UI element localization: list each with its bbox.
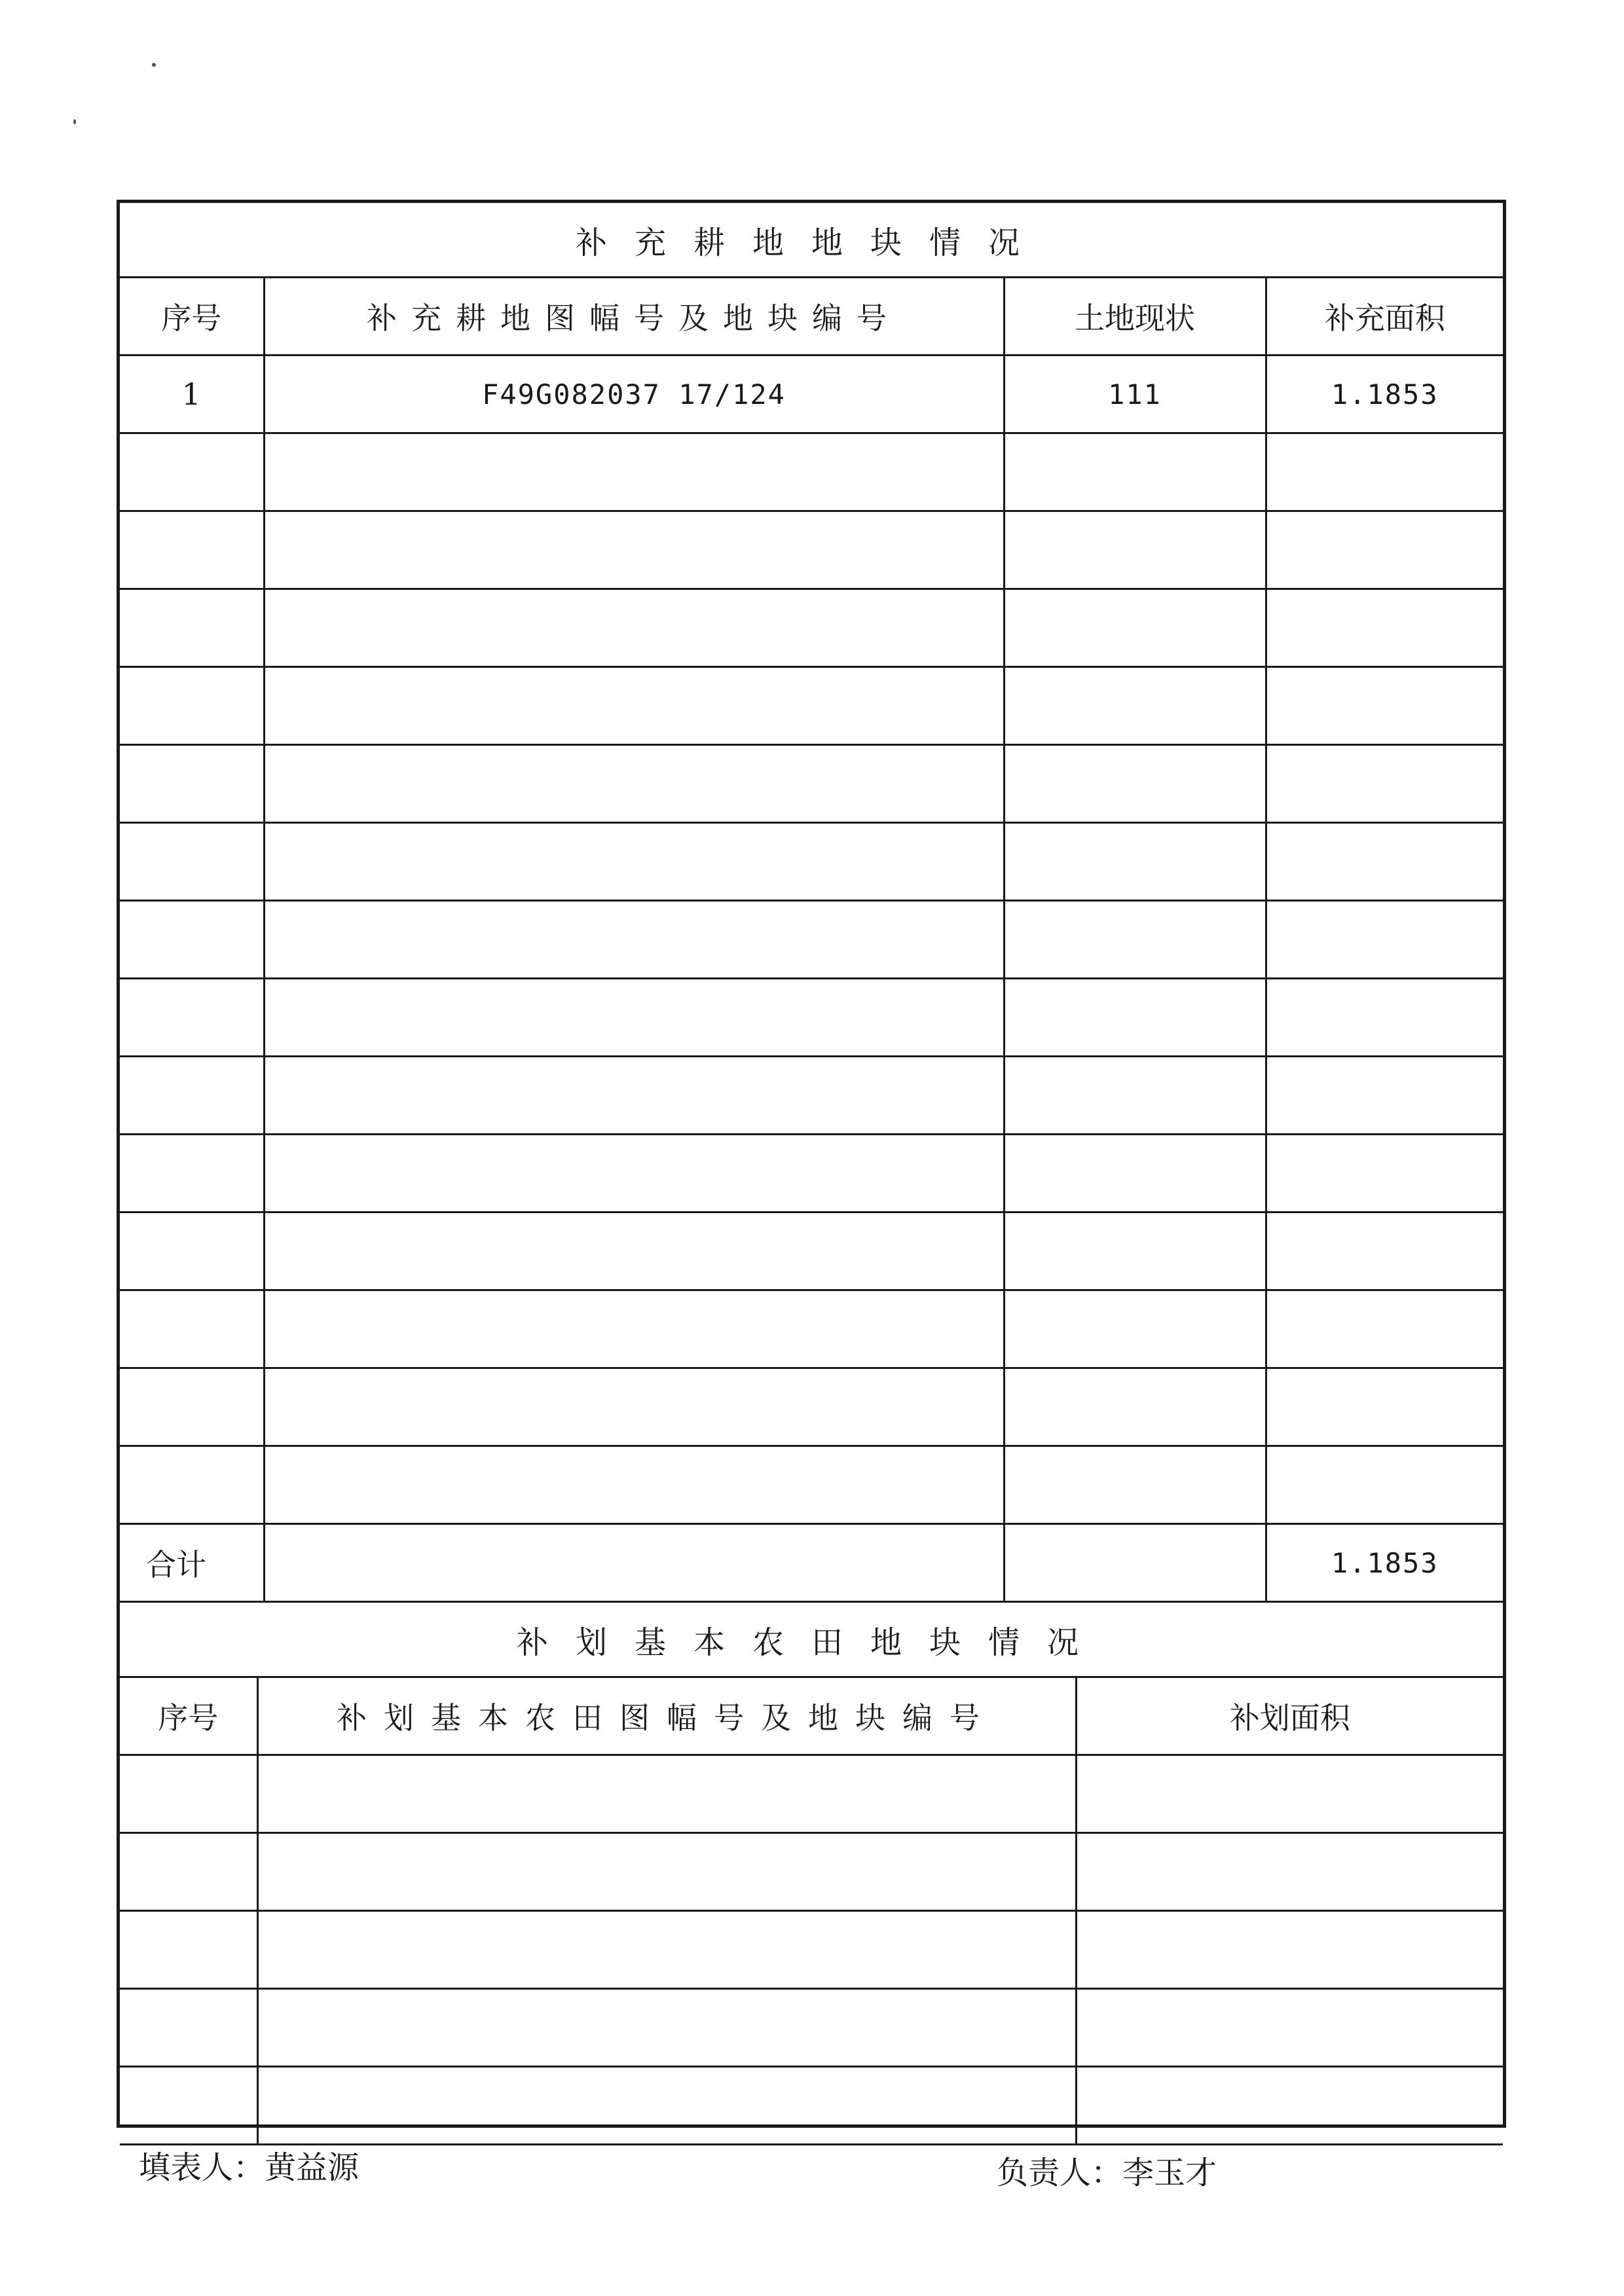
total-land-status (1004, 1524, 1266, 1602)
cell-area (1266, 1290, 1503, 1368)
cell-seq: 1 (120, 355, 264, 433)
cell-area (1266, 589, 1503, 667)
cell-map-block (264, 589, 1004, 667)
supplement-farmland-table (120, 203, 1503, 1603)
cell-seq (120, 1911, 257, 1989)
cell-map-block (264, 433, 1004, 511)
cell-land-status (1004, 745, 1266, 823)
cell-land-status: 111 (1004, 355, 1266, 433)
cell-area (1076, 1755, 1503, 1833)
cell-map-block (264, 823, 1004, 901)
cell-seq (120, 901, 264, 979)
table-row (120, 1212, 1503, 1290)
cell-land-status (1004, 1212, 1266, 1290)
cell-land-status (1004, 433, 1266, 511)
table-row (120, 1368, 1503, 1446)
table-row (120, 511, 1503, 589)
cell-seq (120, 1212, 264, 1290)
header-area: 补划面积 (1076, 1677, 1503, 1755)
cell-land-status (1004, 1446, 1266, 1524)
table-row (120, 589, 1503, 667)
cell-land-status (1004, 667, 1266, 745)
header-map-block: 补充耕地图幅号及地块编号 (264, 278, 1004, 355)
cell-seq (120, 511, 264, 589)
responsible-person: 负责人：李玉才 (997, 2155, 1217, 2191)
cell-seq (120, 1989, 257, 2067)
total-area: 1.1853 (1266, 1524, 1503, 1602)
cell-map-block (264, 901, 1004, 979)
table-row (120, 823, 1503, 901)
scan-speck (73, 119, 76, 124)
table-row (120, 433, 1503, 511)
header-map-block: 补划基本农田图幅号及地块编号 (257, 1677, 1076, 1755)
table-row (120, 667, 1503, 745)
cell-seq (120, 1135, 264, 1212)
cell-land-status (1004, 979, 1266, 1057)
form-sheet (117, 200, 1506, 2128)
cell-seq (120, 979, 264, 1057)
cell-seq (120, 745, 264, 823)
signature-footer (0, 2128, 1624, 2191)
cell-seq (120, 1755, 257, 1833)
cell-area (1266, 1368, 1503, 1446)
supplement-section-title: 补充耕地地块情况 (120, 203, 1503, 278)
cell-area: 1.1853 (1266, 355, 1503, 433)
cell-area (1076, 1911, 1503, 1989)
cell-area (1266, 979, 1503, 1057)
header-seq: 序号 (120, 1677, 257, 1755)
cell-area (1076, 1833, 1503, 1911)
header-area: 补充面积 (1266, 278, 1503, 355)
total-map-block (264, 1524, 1004, 1602)
cell-map-block (264, 511, 1004, 589)
cell-area (1266, 1057, 1503, 1135)
cell-map-block (257, 1911, 1076, 1989)
table-row (120, 1446, 1503, 1524)
cell-map-block (257, 1833, 1076, 1911)
cell-area (1076, 1989, 1503, 2067)
table-row (120, 1989, 1503, 2067)
cell-map-block (257, 1989, 1076, 2067)
cell-map-block (264, 1290, 1004, 1368)
cell-land-status (1004, 1135, 1266, 1212)
table-row (120, 979, 1503, 1057)
cell-area (1266, 823, 1503, 901)
cell-area (1266, 901, 1503, 979)
farmland-section-title: 补划基本农田地块情况 (120, 1603, 1503, 1677)
cell-area (1266, 1135, 1503, 1212)
cell-map-block: F49G082037 17/124 (264, 355, 1004, 433)
cell-map-block (264, 1057, 1004, 1135)
cell-land-status (1004, 901, 1266, 979)
cell-map-block (264, 979, 1004, 1057)
cell-map-block (264, 1446, 1004, 1524)
cell-land-status (1004, 823, 1266, 901)
table-row (120, 1911, 1503, 1989)
cell-seq (120, 1446, 264, 1524)
cell-area (1266, 1446, 1503, 1524)
total-row (120, 1524, 1503, 1602)
cell-map-block (264, 1212, 1004, 1290)
cell-map-block (264, 1368, 1004, 1446)
cell-map-block (264, 667, 1004, 745)
cell-land-status (1004, 589, 1266, 667)
table-row (120, 355, 1503, 433)
scan-speck (152, 63, 156, 67)
header-seq: 序号 (120, 278, 264, 355)
table-row (120, 901, 1503, 979)
cell-land-status (1004, 511, 1266, 589)
table-row (120, 1833, 1503, 1911)
cell-seq (120, 1368, 264, 1446)
total-label: 合计 (120, 1524, 264, 1602)
cell-seq (120, 823, 264, 901)
cell-map-block (257, 1755, 1076, 1833)
cell-seq (120, 589, 264, 667)
cell-map-block (264, 1135, 1004, 1212)
table-row (120, 745, 1503, 823)
cell-seq (120, 667, 264, 745)
header-land-status: 土地现状 (1004, 278, 1266, 355)
cell-seq (120, 1290, 264, 1368)
cell-seq (120, 433, 264, 511)
form-filler: 填表人：黄益源 (139, 2149, 360, 2186)
cell-land-status (1004, 1290, 1266, 1368)
table-row (120, 1057, 1503, 1135)
cell-area (1266, 667, 1503, 745)
cell-land-status (1004, 1057, 1266, 1135)
cell-area (1266, 1212, 1503, 1290)
cell-area (1266, 511, 1503, 589)
cell-seq (120, 1833, 257, 1911)
cell-area (1266, 745, 1503, 823)
table-row (120, 1755, 1503, 1833)
cell-land-status (1004, 1368, 1266, 1446)
cell-area (1266, 433, 1503, 511)
table-row (120, 1290, 1503, 1368)
table-row (120, 1135, 1503, 1212)
cell-map-block (264, 745, 1004, 823)
cell-seq (120, 1057, 264, 1135)
basic-farmland-table (120, 1603, 1503, 2145)
